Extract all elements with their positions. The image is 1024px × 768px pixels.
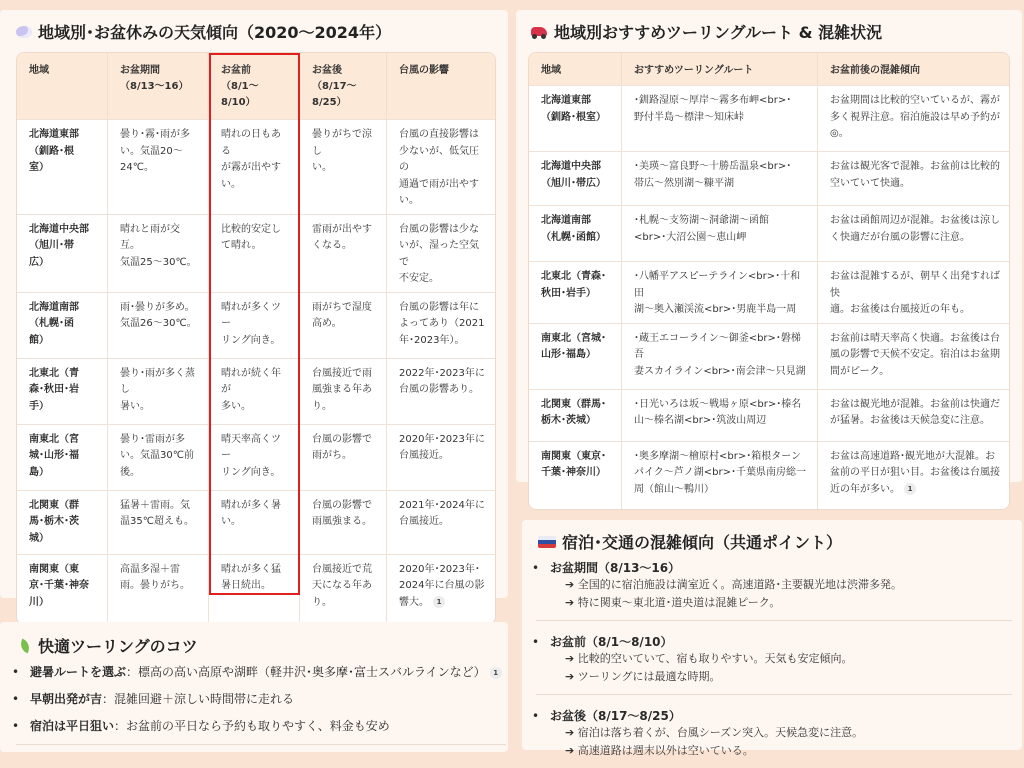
routes-cell [818, 261, 1010, 323]
cell-text: 雨がちで湿度 高め。 [312, 301, 372, 329]
tip-label: 避暑ルートを選ぶ [30, 665, 127, 679]
weather-cell [108, 358, 209, 424]
lodging-detail-line: ➔ ツーリングには最適な時期。 [565, 670, 721, 683]
weather-table-row [17, 554, 496, 624]
tips-list [10, 664, 505, 745]
lodging-title: 宿泊･交通の混雑傾向（共通ポイント） [562, 533, 843, 552]
lodging-detail-line: ➔ 比較的空いていて、宿も取りやすい。天気も安定傾向。 [565, 652, 853, 665]
weather-cell [108, 119, 209, 214]
lodging-label-text: お盆前（8/1～8/10） [550, 635, 673, 649]
routes-table-row [529, 261, 1010, 323]
cell-text: 北海道中央部 （旭川･帯 広） [29, 223, 89, 268]
cell-text: 南関東（東 京･千葉･神奈 川） [29, 563, 89, 608]
footnote-marker[interactable]: 1 [433, 596, 445, 608]
routes-region-cell [529, 389, 622, 441]
cell-text: 曇り･霧･雨が多 い。気温20～ 24℃。 [120, 129, 190, 173]
cell-text: 晴れが続く年が 多い。 [221, 367, 281, 412]
cell-text: 南関東（東京･ 千葉･神奈川） [541, 450, 606, 478]
weather-header-cell: お盆前 （8/1～ 8/10） [209, 53, 300, 119]
routes-cell [622, 261, 818, 323]
leaf-icon [18, 639, 32, 653]
cell-text: お盆は観光地が混雑。お盆前は快適だ が猛暑。お盆後は天候急変に注意。 [830, 398, 1000, 426]
weather-table-wrap [16, 52, 496, 625]
weather-region-cell [17, 292, 108, 358]
cell-text: ･蔵王エコーライン～御釜<br>･磐梯吾 妻スカイライン<br>･南会津～只見湖 [634, 332, 806, 377]
weather-region-cell [17, 490, 108, 554]
weather-cell [387, 554, 496, 624]
cell-text: 北海道南部 （札幌･函 館） [29, 301, 79, 346]
weather-header-cell: お盆後 （8/17～ 8/25） [300, 53, 387, 119]
tips-bottom-divider [16, 744, 506, 745]
weather-cell [108, 292, 209, 358]
weather-cell [108, 554, 209, 624]
cell-text: 北海道東部 （釧路･根 室） [29, 129, 79, 173]
cell-text: 晴れと雨が交互。 気温25～30℃。 [120, 223, 197, 268]
routes-region-cell [529, 441, 622, 509]
weather-cell [387, 424, 496, 490]
cell-text: 2020年･2023年･ 2024年に台風の影 響大。 [399, 563, 485, 608]
cell-text: 猛暑＋雷雨。気 温35℃超えも。 [120, 499, 194, 527]
routes-cell [818, 85, 1010, 151]
weather-table-row [17, 119, 496, 214]
cell-text: 晴れが多くツー リング向き。 [221, 301, 281, 346]
tip-text: ：混雑回避＋涼しい時間帯に走れる [102, 692, 295, 706]
routes-cell [622, 151, 818, 205]
weather-cell [387, 358, 496, 424]
lodging-detail-line: ➔ 全国的に宿泊施設は満室近く。高速道路･主要観光地は渋滞多発。 [565, 578, 902, 591]
weather-cell [300, 424, 387, 490]
cell-text: 2022年･2023年に 台風の影響あり。 [399, 367, 485, 395]
routes-title: 地域別おすすめツーリングルート & 混雑状況 [554, 23, 883, 42]
cell-text: 曇りがちで涼し い。 [312, 129, 372, 173]
weather-cell [209, 554, 300, 624]
routes-region-cell [529, 85, 622, 151]
cell-text: 台風の影響で 雨がち。 [312, 433, 372, 461]
tips-title-row [18, 634, 198, 657]
weather-cell [209, 424, 300, 490]
lodging-period-label [530, 560, 1018, 576]
cell-text: 晴れの日もある が霧が出やす い。 [221, 129, 281, 190]
weather-cell [387, 490, 496, 554]
tip-label: 宿泊は平日狙い [30, 719, 115, 733]
routes-header-cell: おすすめツーリングルート [622, 53, 818, 85]
weather-region-cell [17, 214, 108, 292]
weather-cell [300, 119, 387, 214]
motorcycle-icon [530, 25, 548, 39]
weather-cell [108, 214, 209, 292]
weather-cell [209, 214, 300, 292]
cell-text: お盆は観光客で混雑。お盆前は比較的 空いていて快適。 [830, 161, 1000, 189]
routes-title-row [530, 20, 882, 43]
lodging-list [530, 560, 1018, 768]
tip-item [10, 718, 505, 734]
weather-cell [209, 119, 300, 214]
cell-text: ･奥多摩湖～檜原村<br>･箱根ターン パイク～芦ノ湖<br>･千葉県南房総一 周（館山～鴨川） [634, 450, 807, 495]
weather-cell [108, 490, 209, 554]
cell-text: ･美瑛～富良野～十勝岳温泉<br>･ 帯広～然別湖～糠平湖 [634, 161, 792, 189]
weather-cell [387, 292, 496, 358]
tip-text: ：標高の高い高原や湖畔（軽井沢･奥多摩･富士スバルラインなど） [126, 665, 486, 679]
weather-table-row [17, 424, 496, 490]
cell-text: ･日光いろは坂～戦場ヶ原<br>･榛名 山～榛名湖<br>･筑波山周辺 [634, 398, 802, 426]
weather-title: 地域別･お盆休みの天気傾向（2020～2024年） [38, 23, 392, 42]
cell-text: 北東北（青森･ 秋田･岩手） [541, 271, 606, 299]
weather-header-cell: 台風の影響 [387, 53, 496, 119]
cell-text: 北海道東部 （釧路･根室） [541, 95, 606, 123]
cell-text: 台風接近で荒 天になる年あ り。 [312, 563, 372, 608]
cell-text: 台風の直接影響は 少ないが、低気圧の 通過で雨が出やす い。 [399, 129, 479, 206]
weather-cell [387, 119, 496, 214]
tip-label: 早朝出発が吉 [30, 692, 103, 706]
cell-text: 曇り･雷雨が多 い。気温30℃前 後。 [120, 433, 194, 478]
weather-region-cell [17, 119, 108, 214]
routes-table-wrap [528, 52, 1010, 510]
lodging-title-row [538, 530, 842, 553]
lodging-divider [536, 694, 1012, 695]
weather-table-row [17, 490, 496, 554]
weather-table-row [17, 292, 496, 358]
weather-table-row [17, 358, 496, 424]
weather-cell [209, 490, 300, 554]
weather-header-row [17, 53, 496, 119]
cell-text: お盆は高速道路･観光地が大混雑。お 盆前の平日が狙い目。お盆後は台風接 近の年が多い。 [830, 450, 1000, 495]
cell-text: 晴天率高くツー リング向き。 [221, 433, 281, 478]
routes-header-cell: 地域 [529, 53, 622, 85]
cell-text: 2020年･2023年に 台風接近。 [399, 433, 485, 461]
cell-text: 台風の影響は少な いが、湿った空気で 不安定。 [399, 223, 479, 284]
cell-text: ･八幡平アスピーテライン<br>･十和田 湖～奥入瀬渓流<br>･男鹿半島一周 [634, 271, 801, 315]
footnote-marker[interactable]: 1 [904, 483, 916, 495]
weather-cell [300, 292, 387, 358]
footnote-marker[interactable]: 1 [490, 667, 502, 679]
weather-header-cell: 地域 [17, 53, 108, 119]
cell-text: 台風の影響で 雨風強まる。 [312, 499, 372, 527]
weather-table-row [17, 214, 496, 292]
routes-cell [622, 441, 818, 509]
tip-text: ：お盆前の平日なら予約も取りやすく、料金も安め [114, 719, 390, 733]
routes-table-row [529, 205, 1010, 261]
routes-region-cell [529, 261, 622, 323]
routes-region-cell [529, 323, 622, 389]
routes-header-cell: お盆前後の混雑傾向 [818, 53, 1010, 85]
weather-region-cell [17, 358, 108, 424]
lodging-detail-line: ➔ 高速道路は週末以外は空いている。 [565, 744, 754, 757]
lodging-group [530, 634, 1018, 695]
cell-text: 曇り･雨が多く蒸し 暑い。 [120, 367, 195, 412]
lodging-detail-line: ➔ 特に関東～東北道･道央道は混雑ピーク。 [565, 596, 781, 609]
cell-text: 雷雨が出やす くなる。 [312, 223, 372, 251]
weather-header-cell: お盆期間 （8/13～16） [108, 53, 209, 119]
weather-cell [300, 554, 387, 624]
routes-cell [818, 389, 1010, 441]
routes-cell [818, 151, 1010, 205]
cell-text: 雨･曇りが多め。 気温26～30℃。 [120, 301, 197, 329]
cell-text: お盆前は晴天率高く快適。お盆後は台 風の影響で天候不安定。宿泊はお盆期 間がピーク。 [830, 332, 1000, 377]
cell-text: ･釧路湿原～厚岸～霧多布岬<br>･ 野付半島～標津～知床峠 [634, 95, 792, 123]
lodging-divider [536, 620, 1012, 621]
cell-text: 北海道南部 （札幌･函館） [541, 215, 606, 243]
tip-item [10, 664, 505, 680]
weather-cell [209, 358, 300, 424]
routes-region-cell [529, 205, 622, 261]
routes-table [529, 53, 1010, 509]
cell-text: お盆は函館周辺が混雑。お盆後は涼し く快適だが台風の影響に注意。 [830, 215, 1000, 243]
routes-table-row [529, 323, 1010, 389]
routes-cell [622, 389, 818, 441]
weather-cell [108, 424, 209, 490]
cell-text: 高温多湿＋雷 雨。曇りがち。 [120, 563, 190, 591]
weather-cell [300, 214, 387, 292]
weather-cell [300, 490, 387, 554]
lodging-period-label [530, 708, 1018, 724]
weather-cell [209, 292, 300, 358]
cell-text: 北関東（群 馬･栃木･茨 城） [29, 499, 79, 544]
weather-region-cell [17, 554, 108, 624]
routes-cell [622, 323, 818, 389]
crescent-moon-icon [16, 26, 32, 38]
cell-text: 台風の影響は年に よってあり（2021 年･2023年）。 [399, 301, 485, 346]
weather-cell [387, 214, 496, 292]
cell-text: 北海道中央部 （旭川･帯広） [541, 161, 606, 189]
weather-region-cell [17, 424, 108, 490]
routes-table-row [529, 151, 1010, 205]
cell-text: 晴れが多く猛 暑日続出。 [221, 563, 281, 591]
cell-text: ･札幌～支笏湖～洞爺湖～函館 <br>･大沼公園～恵山岬 [634, 215, 769, 243]
cell-text: 晴れが多く暑 い。 [221, 499, 281, 527]
routes-cell [622, 205, 818, 261]
russia-flag-icon [538, 536, 556, 548]
lodging-group [530, 560, 1018, 621]
cell-text: 南東北（宮 城･山形･福 島） [29, 433, 79, 478]
lodging-period-label [530, 634, 1018, 650]
routes-table-row [529, 441, 1010, 509]
cell-text: お盆期間は比較的空いているが、霧が 多く視界注意。宿泊施設は早め予約が ◎。 [830, 95, 1000, 139]
routes-cell [818, 323, 1010, 389]
cell-text: 台風接近で雨 風強まる年あ り。 [312, 367, 372, 412]
tips-title: 快適ツーリングのコツ [38, 637, 198, 656]
tip-item [10, 691, 505, 707]
routes-cell [818, 441, 1010, 509]
weather-table [17, 53, 496, 624]
routes-table-row [529, 85, 1010, 151]
weather-cell [300, 358, 387, 424]
cell-text: 2021年･2024年に 台風接近。 [399, 499, 485, 527]
routes-cell [622, 85, 818, 151]
weather-title-row [16, 20, 391, 43]
cell-text: 北関東（群馬･ 栃木･茨城） [541, 398, 606, 426]
lodging-label-text: お盆期間（8/13～16） [550, 561, 681, 575]
lodging-detail-line: ➔ 宿泊は落ち着くが、台風シーズン突入。天候急変に注意。 [565, 726, 864, 739]
routes-header-row [529, 53, 1010, 85]
cell-text: 比較的安定し て晴れ。 [221, 223, 281, 251]
cell-text: お盆は混雑するが、朝早く出発すれば快 適。お盆後は台風接近の年も。 [830, 271, 1000, 315]
lodging-group [530, 708, 1018, 760]
routes-table-row [529, 389, 1010, 441]
routes-region-cell [529, 151, 622, 205]
cell-text: 北東北（青 森･秋田･岩 手） [29, 367, 79, 412]
cell-text: 南東北（宮城･ 山形･福島） [541, 332, 606, 360]
lodging-label-text: お盆後（8/17～8/25） [550, 709, 681, 723]
routes-cell [818, 205, 1010, 261]
